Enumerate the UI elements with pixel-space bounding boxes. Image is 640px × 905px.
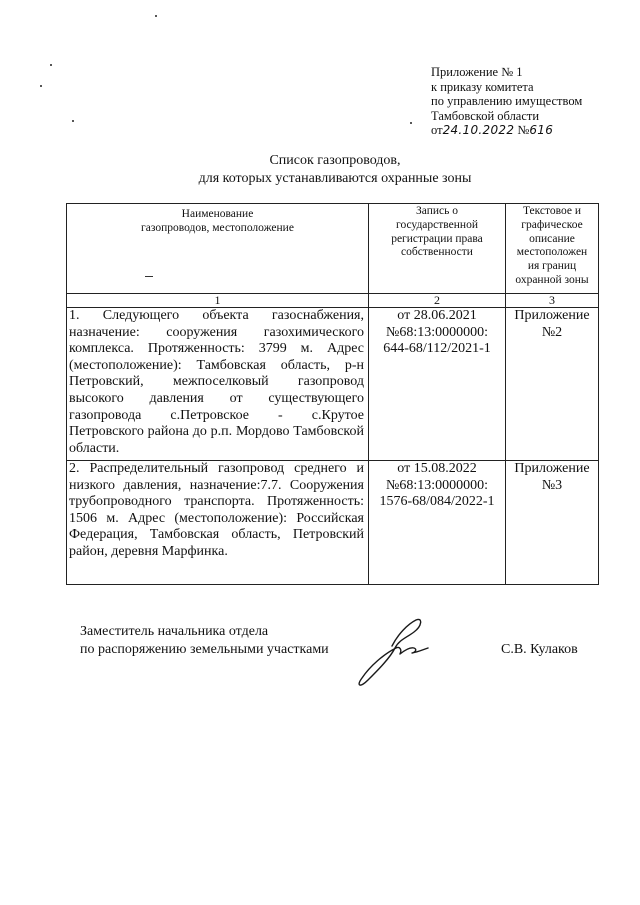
attachment-line: Приложение: [514, 308, 590, 323]
column-number-row: [67, 294, 599, 308]
registration-line: 644-68/112/2021-1: [383, 341, 491, 357]
column-number: 1: [67, 294, 369, 308]
header-text-line: собственности: [401, 246, 473, 259]
registration-line: от 15.08.2022: [397, 461, 477, 476]
appendix-line: к приказу комитета: [431, 79, 534, 94]
header-text-line: ия границ: [527, 260, 577, 273]
registration-line: №68:13:0000000:: [385, 324, 489, 340]
column-number: 3: [506, 294, 599, 308]
pipeline-description: 2. Распределительный газопровод среднего и низкого давления, назначение:7.7. Сооружения трубопроводного транспорта. Протяженность: 1506 м. Адрес (местоположение): Российская Федерация, Тамбовская область, Петровский район, деревня Марфинка.: [67, 461, 369, 585]
table-row: [67, 308, 599, 461]
pipeline-description: 1. Следующего объекта газоснабжения, назначение: сооружения газохимического комплекса. Протяженность: 3799 м. Адрес (местоположение): Тамбовская область, р-н Петровский, межпоселковый газопровод высокого давления от существующего газопровода с.Петровское - с.Крутое Петровского района до р.п. Мордово Тамбовской области.: [67, 308, 369, 461]
title-line: для которых устанавливаются охранные зоны: [198, 171, 472, 186]
header-cell-description: [506, 204, 599, 294]
attachment-line: Приложение: [514, 461, 590, 476]
column-number: 2: [369, 294, 506, 308]
registration-line: 1576-68/084/2022-1: [379, 494, 495, 510]
number-prefix: №: [517, 123, 530, 138]
appendix-header: [431, 65, 631, 138]
header-text-line: Запись о: [416, 205, 458, 217]
header-text-line: Текстовое и: [522, 205, 582, 217]
registration-line: №68:13:0000000:: [385, 477, 489, 493]
appendix-line: Приложение № 1: [431, 65, 523, 79]
header-cell-name: [67, 204, 369, 294]
appendix-date-line: [431, 123, 631, 138]
scan-speck: [72, 120, 74, 122]
header-text-line: местоположен: [516, 246, 588, 259]
scan-speck: [155, 15, 157, 17]
appendix-line: по управлению имуществом: [431, 94, 583, 109]
title-line: Список газопроводов,: [269, 153, 401, 168]
header-text-line: описание: [529, 232, 575, 245]
handwritten-date: 24.10.2022: [442, 123, 515, 138]
attachment-line: №2: [541, 324, 563, 340]
appendix-line: Тамбовской области: [431, 108, 540, 123]
header-text-line: государственной: [396, 218, 478, 231]
table-row: [67, 461, 599, 585]
header-text-line: графическое: [521, 218, 583, 231]
signatory-name: С.В. Кулаков: [501, 642, 578, 657]
document-title: [150, 152, 520, 188]
registration-record: [369, 461, 506, 585]
signatory-position-line: Заместитель начальника отдела: [80, 624, 269, 639]
scan-mark: [145, 276, 153, 277]
attachment-line: №3: [541, 477, 563, 493]
header-text-line: регистрации права: [391, 232, 483, 245]
date-prefix: от: [431, 123, 443, 138]
header-cell-registration: [369, 204, 506, 294]
table-header-row: [67, 204, 599, 294]
header-text-line: охранной зоны: [515, 273, 589, 286]
registration-record: [369, 308, 506, 461]
scan-speck: [40, 85, 42, 87]
attachment-reference: [506, 308, 599, 461]
registration-line: от 28.06.2021: [397, 308, 477, 323]
scan-speck: [50, 64, 52, 66]
header-text-line: Наименование: [181, 208, 254, 220]
handwritten-signature: [350, 608, 440, 693]
scan-speck: [410, 122, 412, 124]
pipelines-table: [66, 203, 599, 585]
header-text-line: газопроводов, местоположение: [141, 221, 294, 234]
attachment-reference: [506, 461, 599, 585]
handwritten-number: 616: [529, 123, 554, 138]
signatory-position-line: по распоряжению земельными участками: [80, 642, 329, 657]
